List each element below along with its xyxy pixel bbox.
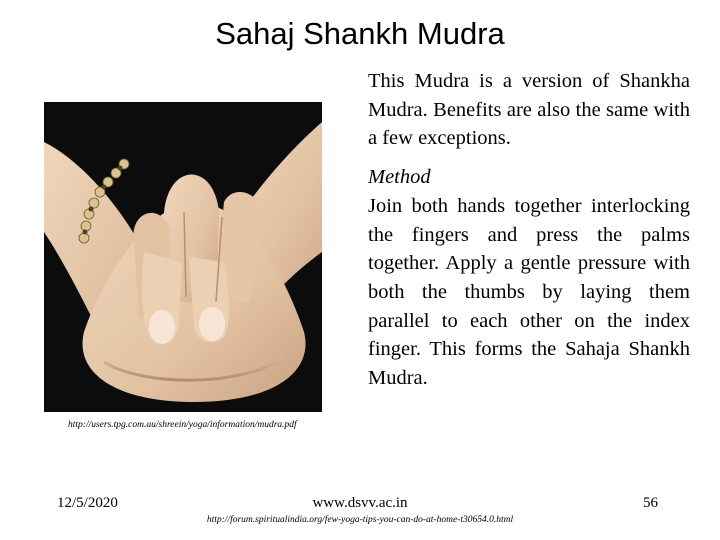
method-paragraph: Join both hands together interlocking the fingers and press the palms together. Apply a gentle pressure with both the thumbs by laying them parallel to each other on the index finger. This forms the Sahaja Shankh Mudra. xyxy=(368,194,690,390)
footer-page-number: 56 xyxy=(643,495,658,511)
slide-title: Sahaj Shankh Mudra xyxy=(215,16,505,51)
intro-paragraph: This Mudra is a version of Shankha Mudra. Benefits are also the same with a few exceptions. xyxy=(368,70,690,150)
footer-source-link[interactable]: http://forum.spiritualindia.org/few-yoga-tips-you-can-do-at-home-t30654.0.html xyxy=(206,515,514,525)
footer-date: 12/5/2020 xyxy=(57,495,118,511)
mudra-hands-photo xyxy=(44,102,322,412)
method-heading: Method xyxy=(368,166,431,189)
image-credit-link[interactable]: http://users.tpg.com.au/shreein/yoga/information/mudra.pdf xyxy=(68,420,297,430)
footer-site: www.dsvv.ac.in xyxy=(312,495,408,511)
slide-body xyxy=(368,67,690,393)
